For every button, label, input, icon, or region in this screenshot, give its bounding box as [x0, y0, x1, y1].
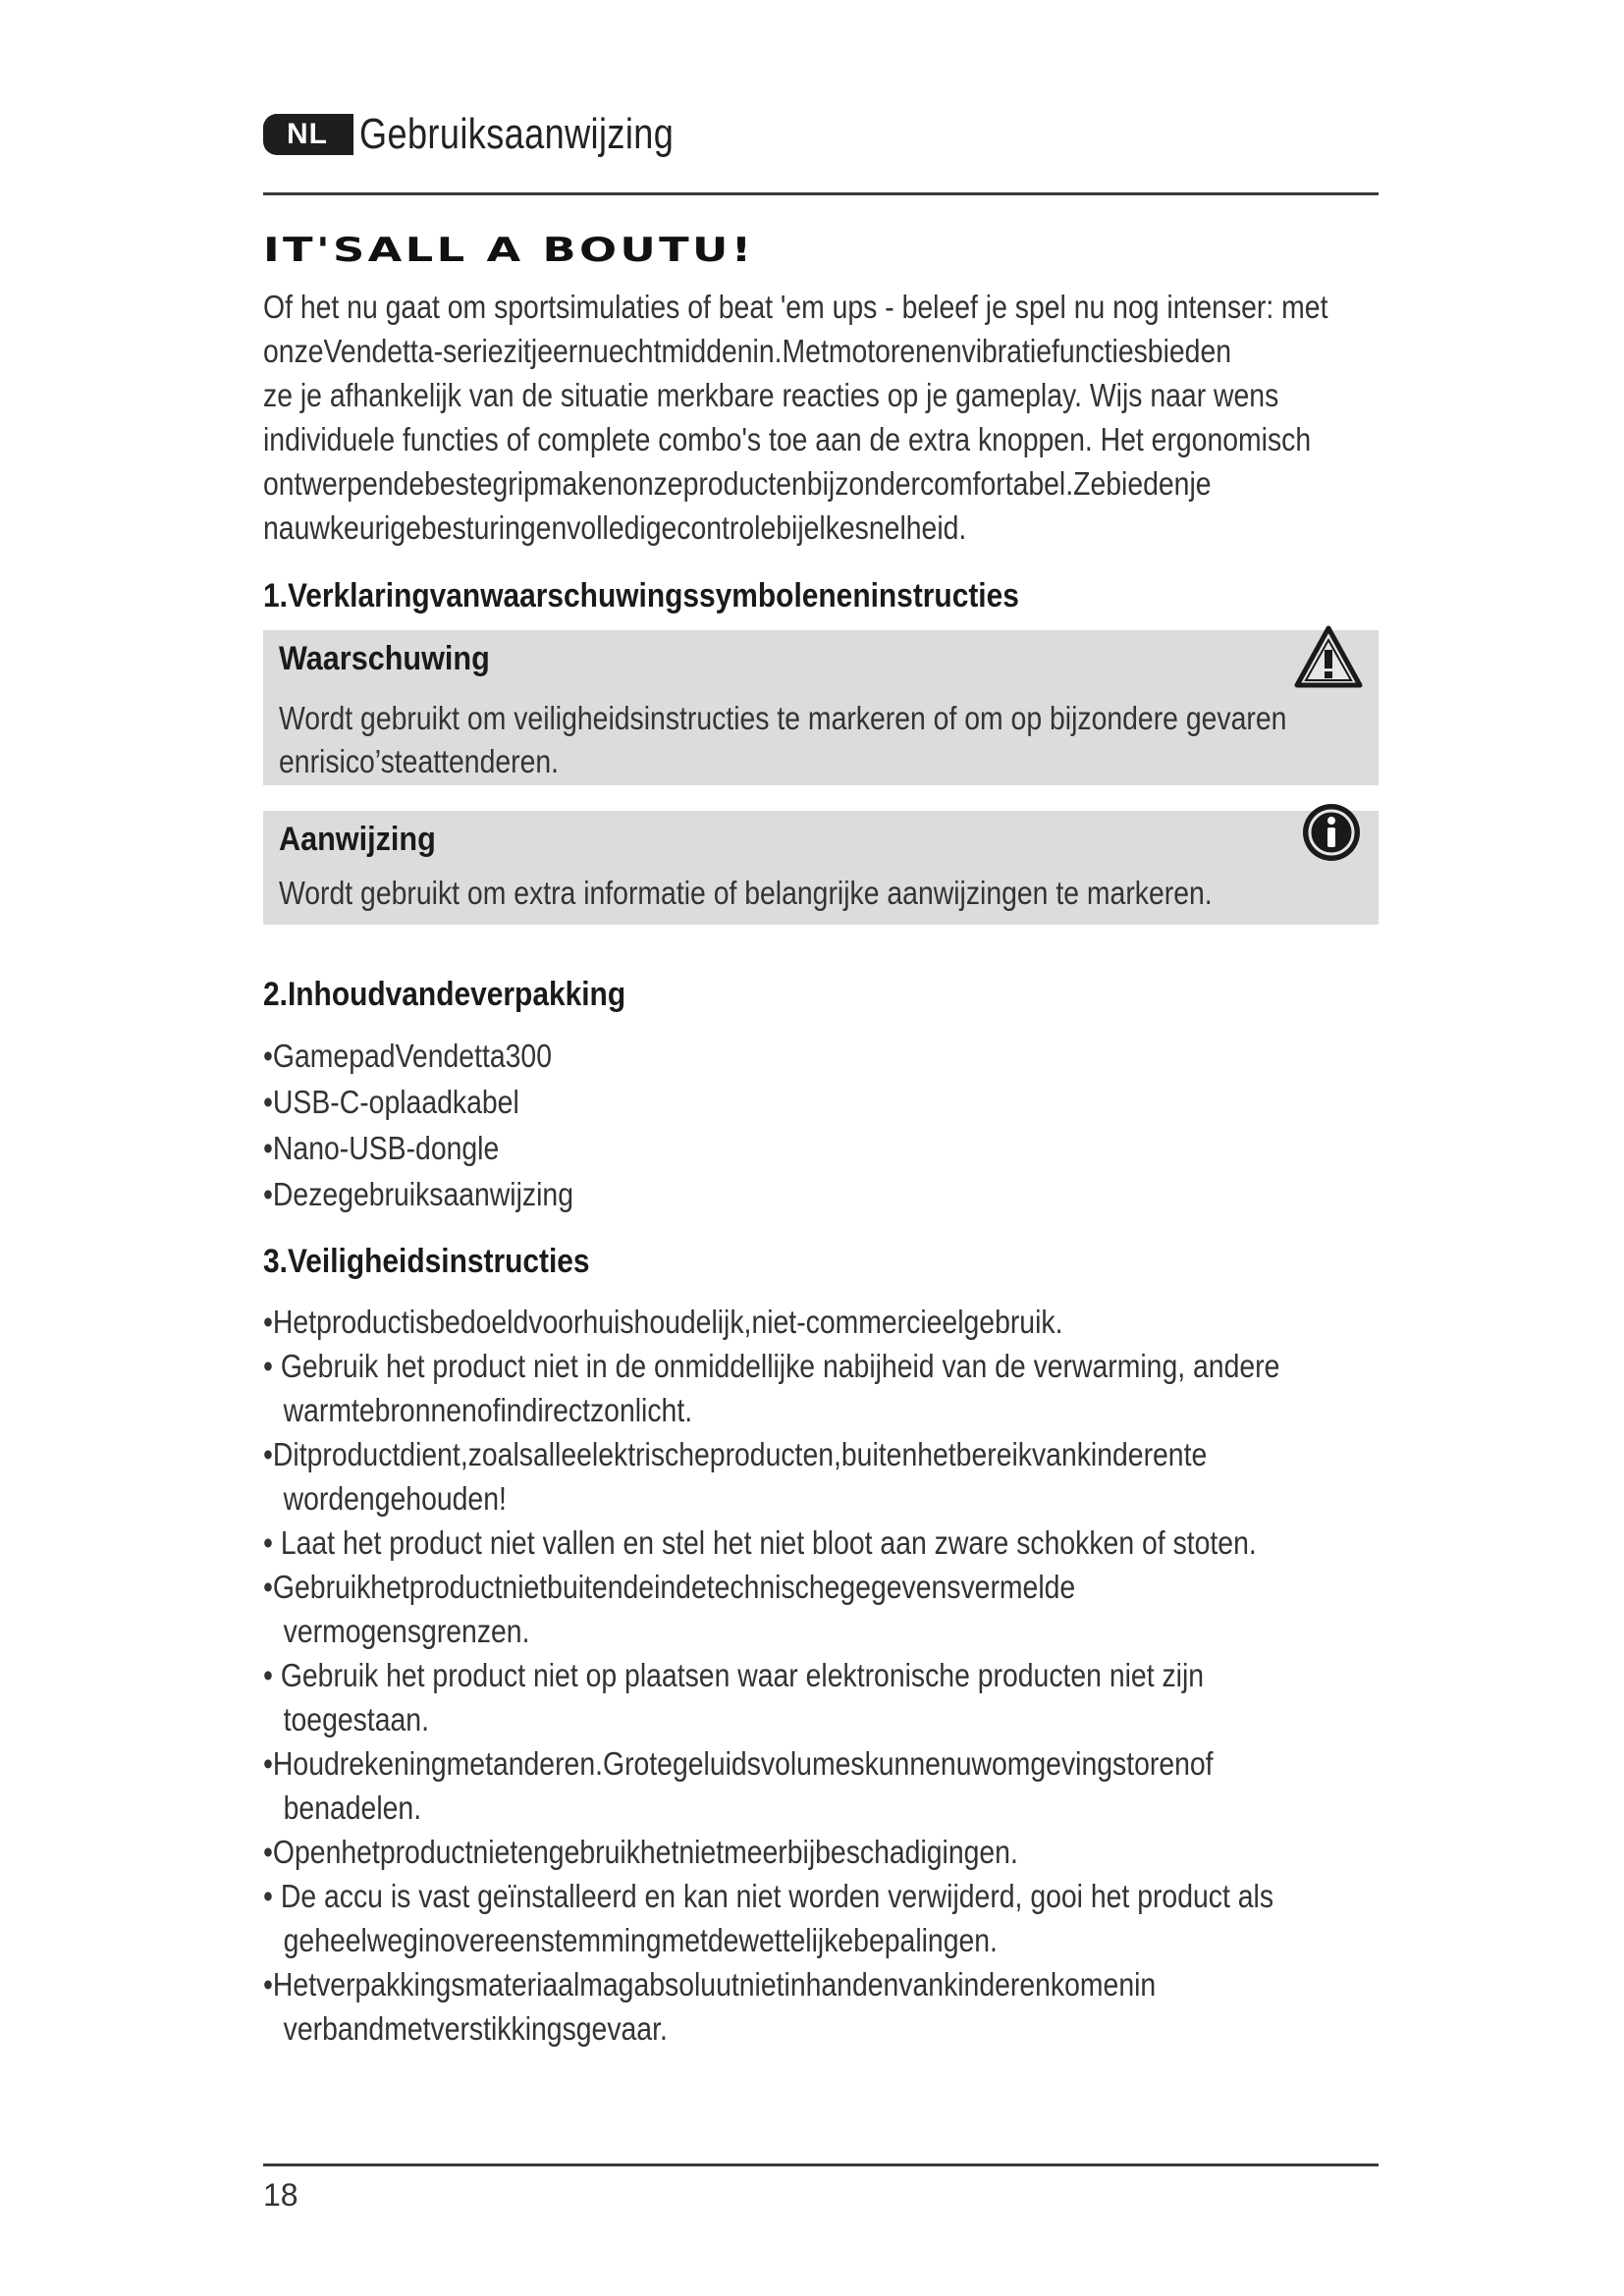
safety-instructions-list: [263, 1300, 1445, 2051]
list-item: •Gebruikhetproductnietbuitendeindetechnischegegevensvermelde vermogensgrenzen.: [263, 1569, 1076, 1649]
warning-text: [279, 697, 1450, 783]
intro-line: individuele functies of complete combo's toe aan de extra knoppen. Het ergonomisch: [263, 421, 1312, 457]
list-item: •Hetproductisbedoeldvoorhuishoudelijk,niet-commercieelgebruik.: [263, 1304, 1063, 1340]
warning-box: [263, 630, 1379, 785]
list-item: •Ditproductdient,zoalsalleelektrischeproducten,buitenhetbereikvankinderente wordengehouden!: [263, 1436, 1208, 1517]
section-3-title: 3.Veiligheidsinstructies: [263, 1243, 590, 1280]
info-circle-icon: [1300, 801, 1363, 869]
list-item: •USB-C-oplaadkabel: [263, 1084, 519, 1120]
warning-triangle-icon: [1294, 624, 1363, 694]
warning-title: Waarschuwing: [279, 640, 490, 677]
list-item: • Gebruik het product niet in de onmiddellijke nabijheid van de verwarming, andere warmtebronnenofindirectzonlicht.: [263, 1348, 1280, 1428]
warning-line: enrisico’steattenderen.: [279, 743, 560, 779]
intro-line: onzeVendetta-seriezitjeernuechtmiddenin.Metmotorenenvibratiefunctiesbieden: [263, 333, 1232, 369]
intro-line: ontwerpendebestegripmakenonzeproductenbijzondercomfortabel.Zebiedenje: [263, 465, 1212, 502]
intro-paragraph: [263, 285, 1379, 550]
note-line: Wordt gebruikt om extra informatie of belangrijke aanwijzingen te markeren.: [279, 875, 1213, 911]
intro-line: Of het nu gaat om sportsimulaties of beat 'em ups - beleef je spel nu nog intenser: met: [263, 289, 1328, 325]
language-badge: NL: [263, 114, 353, 155]
section-1-title: 1.Verklaringvanwaarschuwingssymboleneninstructies: [263, 577, 1019, 614]
footer-divider: [263, 2163, 1379, 2166]
intro-line: ze je afhankelijk van de situatie merkbare reacties op je gameplay. Wijs naar wens: [263, 377, 1279, 413]
package-contents-list: [263, 1033, 623, 1217]
list-item: •Nano-USB-dongle: [263, 1130, 500, 1166]
document-title: Gebruiksaanwijzing: [359, 110, 675, 158]
header-divider: [263, 192, 1379, 195]
list-item: • Laat het product niet vallen en stel het niet bloot aan zware schokken of stoten.: [263, 1524, 1257, 1561]
list-item: •Houdrekeningmetanderen.Grotegeluidsvolumeskunnenuwomgevingstorenof benadelen.: [263, 1745, 1214, 1826]
list-item: • Gebruik het product niet op plaatsen waar elektronische producten niet zijn toegestaan.: [263, 1657, 1205, 1737]
list-item: •Hetverpakkingsmateriaalmagabsoluutnietinhandenvankinderenkomenin verbandmetverstikkingsgevaar.: [263, 1966, 1157, 2047]
section-2-title: 2.Inhoudvandeverpakking: [263, 976, 626, 1013]
warning-line: Wordt gebruikt om veiligheidsinstructies te markeren of om op bijzondere gevaren: [279, 700, 1287, 736]
slogan: IT'SALL A BOUTU!: [263, 231, 755, 270]
list-item: • De accu is vast geïnstalleerd en kan niet worden verwijderd, gooi het product als geheelweginovereenstemmingmetdewettelijkebepalingen.: [263, 1878, 1274, 1958]
note-title: Aanwijzing: [279, 821, 436, 858]
list-item: •Dezegebruiksaanwijzing: [263, 1176, 573, 1212]
note-box: [263, 811, 1379, 925]
list-item: •GamepadVendetta300: [263, 1038, 552, 1074]
page-number: 18: [263, 2177, 298, 2213]
intro-line: nauwkeurigebesturingenvolledigecontrolebijelkesnelheid.: [263, 509, 967, 546]
list-item: •Openhetproductnietengebruikhetnietmeerbijbeschadigingen.: [263, 1834, 1018, 1870]
note-text: [279, 872, 1364, 915]
page-header: [263, 110, 743, 159]
